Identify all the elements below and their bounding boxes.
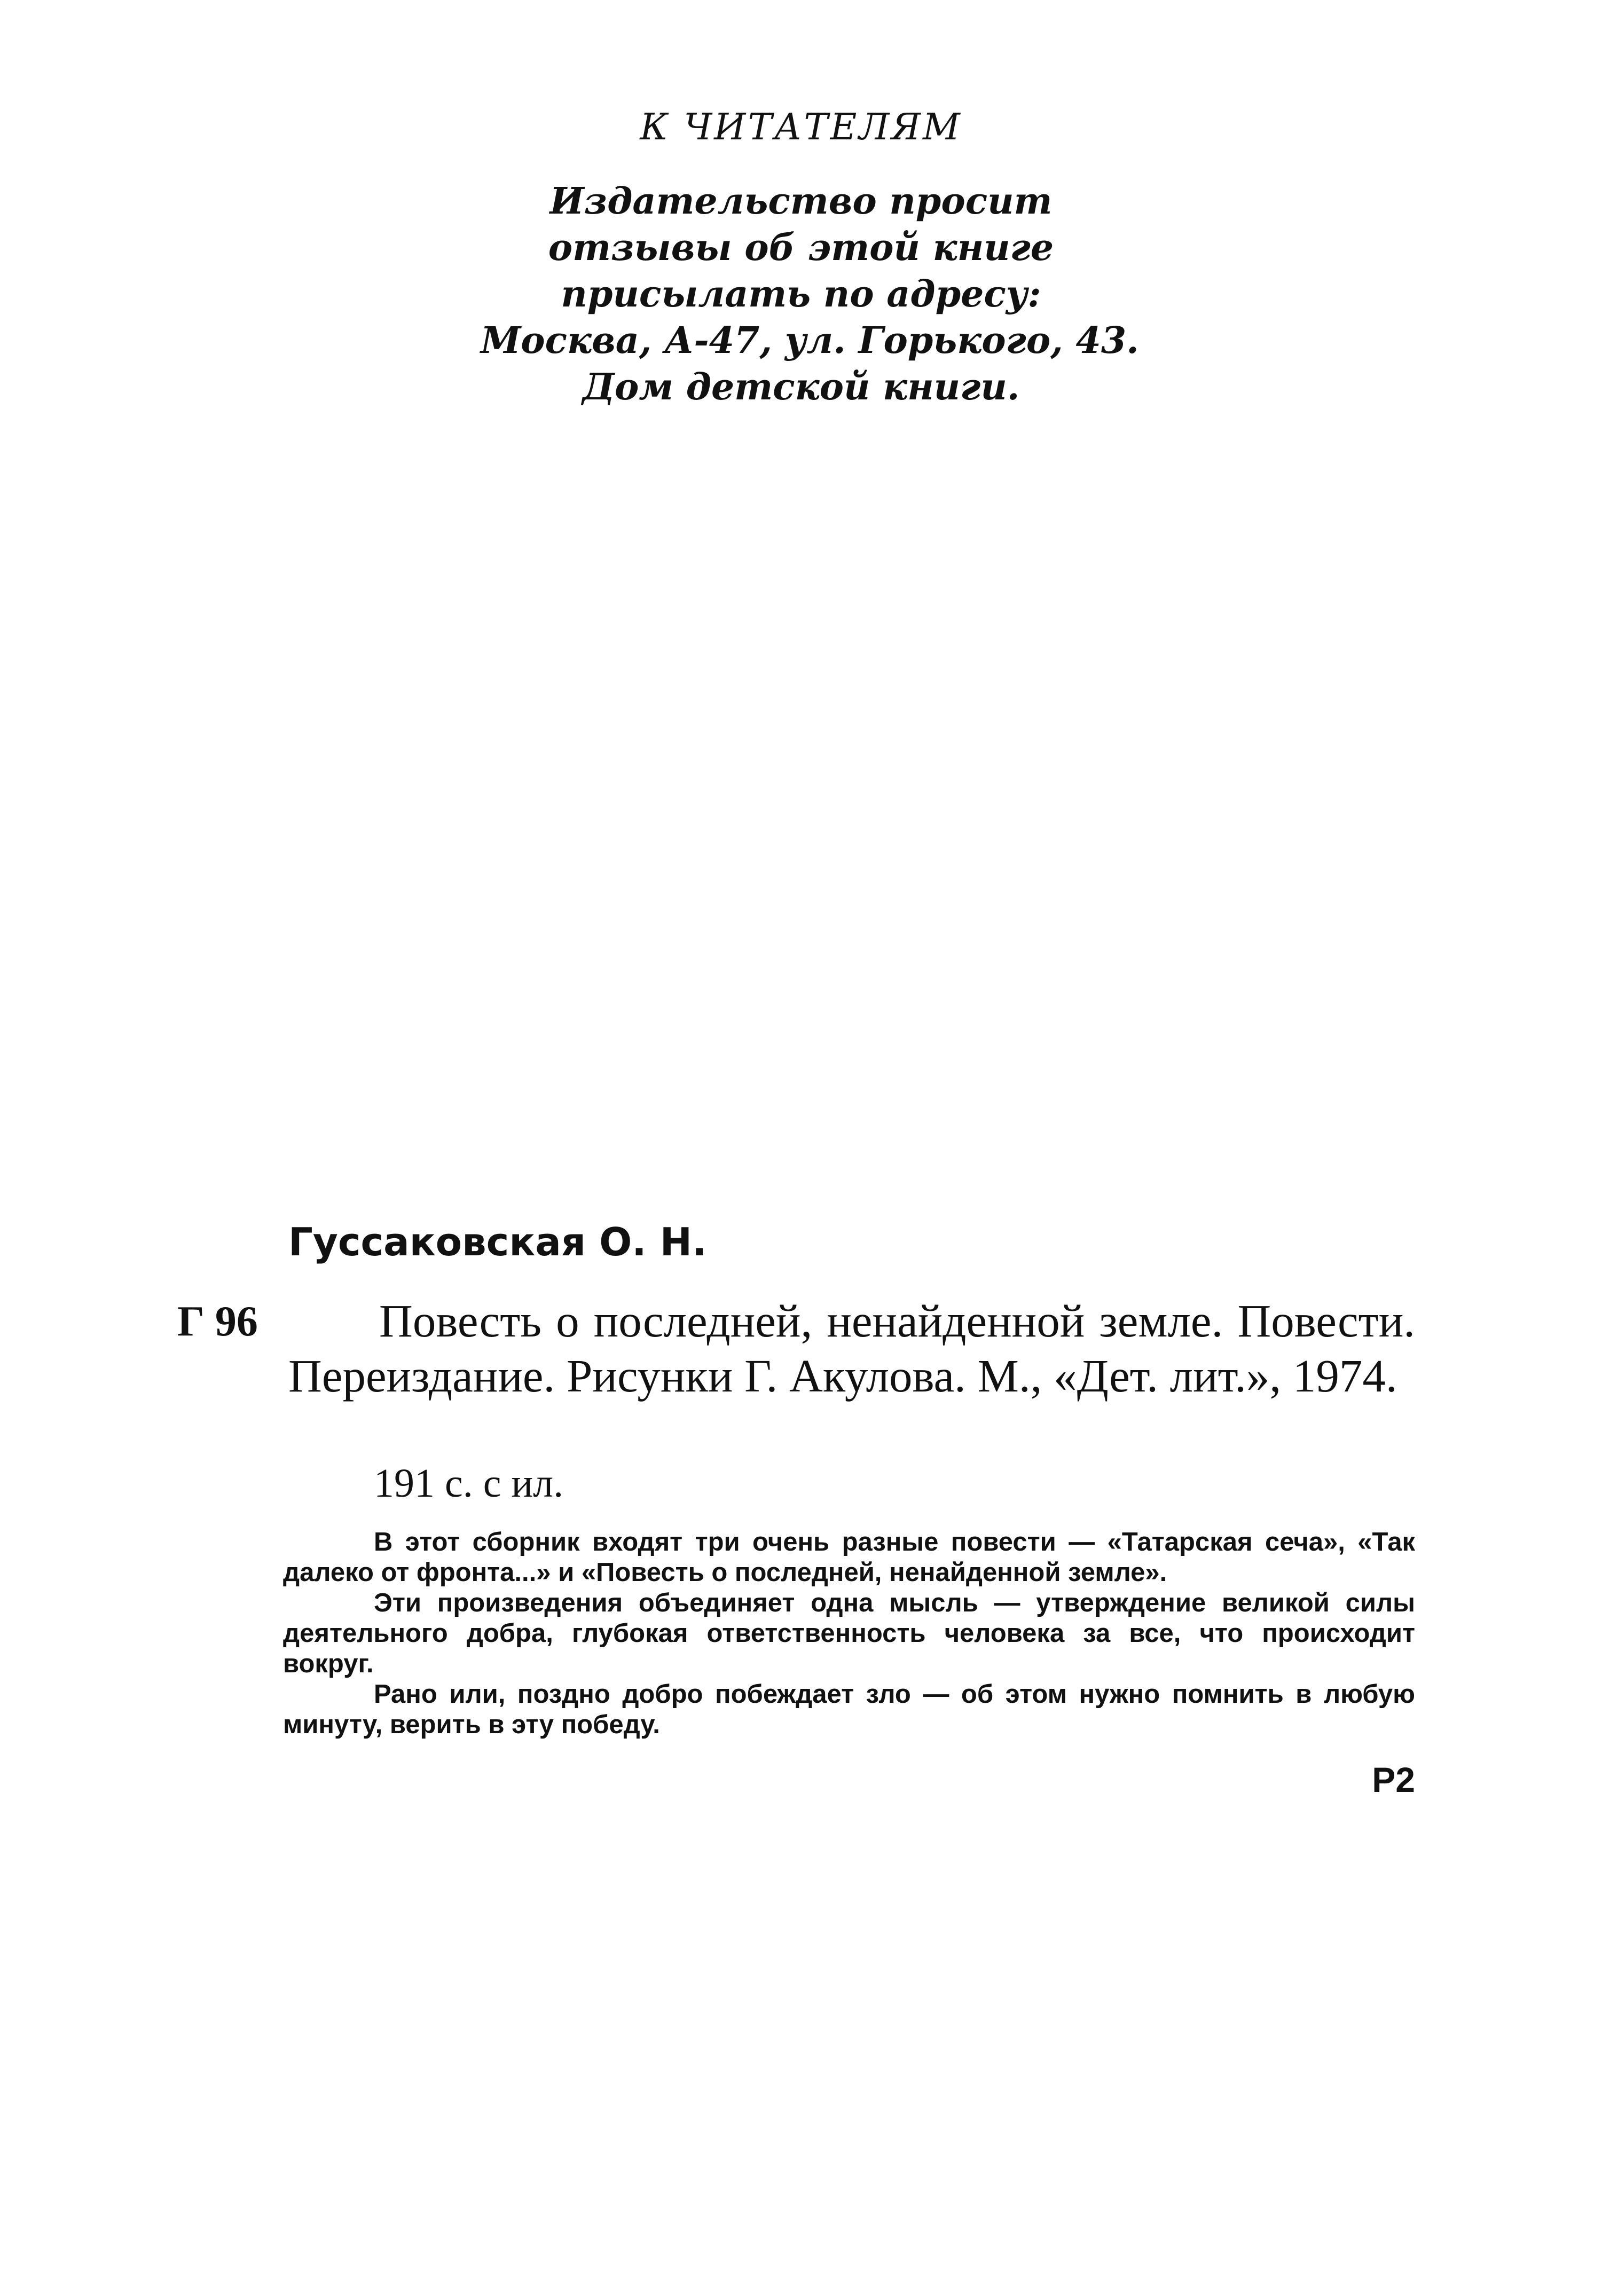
classification-code: Р2 xyxy=(1372,1760,1415,1799)
bibliographic-entry: Повесть о последней, ненайденной земле. Повести. Переиздание. Рисунки Г. Акулова. М., «Дет. лит.», 1974. xyxy=(288,1295,1415,1402)
readers-notice xyxy=(481,106,1139,415)
author-index-code: Г 96 xyxy=(177,1298,258,1345)
notice-address-line: Москва, А-47, ул. Горького, 43. xyxy=(481,319,1139,362)
annotation-paragraph: В этот сборник входят три очень разные повести — «Татарская сеча», «Так далеко от фронта...» и «Повесть о последней, ненайденной земле». xyxy=(283,1528,1415,1587)
notice-line: Дом детской книги. xyxy=(582,366,1020,408)
notice-text xyxy=(481,180,1139,415)
author-name: Гуссаковская О. Н. xyxy=(288,1220,707,1264)
notice-line: отзывы об этой книге xyxy=(548,226,1054,269)
annotation-paragraph: Рано или, поздно добро побеждает зло — об этом нужно помнить в любую минуту, верить в эту победу. xyxy=(283,1680,1415,1739)
notice-line: Издательство просит xyxy=(549,180,1053,223)
page-count: 191 с. с ил. xyxy=(374,1461,564,1506)
annotation xyxy=(283,1527,1415,1740)
notice-line: присылать по адресу: xyxy=(561,273,1041,316)
notice-heading: К ЧИТАТЕЛЯМ xyxy=(640,106,962,148)
annotation-paragraph: Эти произведения объединяет одна мысль — утверждение великой силы деятельного добра, глубокая ответственность человека за все, что происходит вокруг. xyxy=(283,1589,1415,1678)
